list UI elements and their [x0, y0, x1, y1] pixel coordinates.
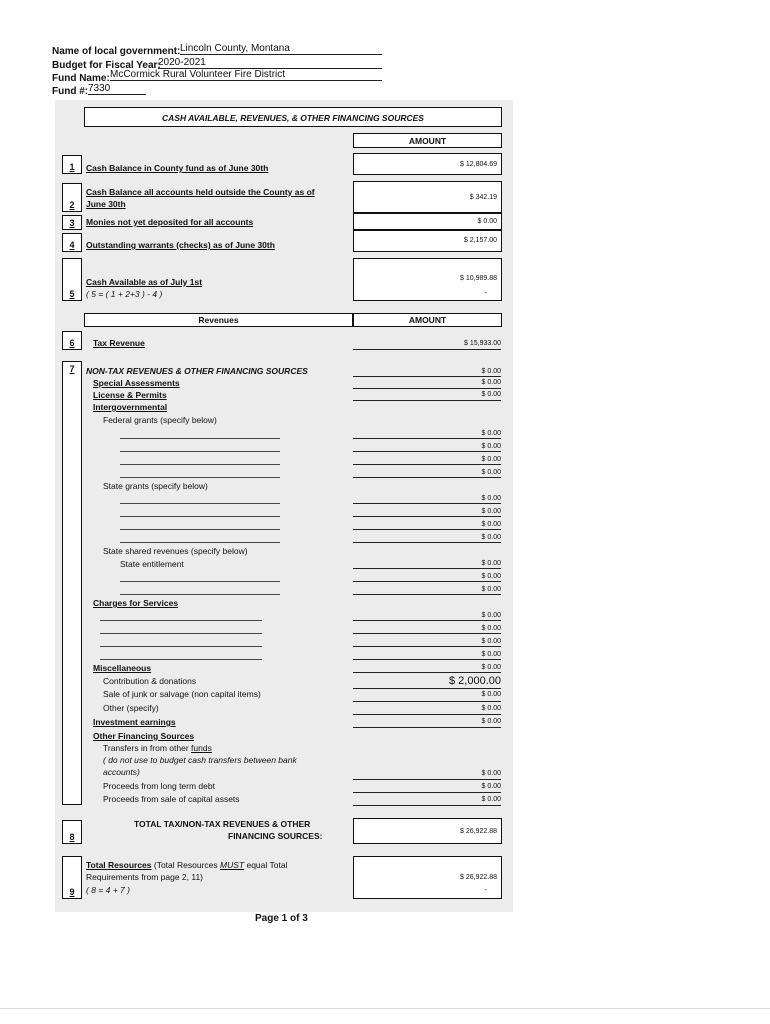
sale-junk-amount: $ 0.00 — [481, 691, 501, 698]
amount-line — [353, 503, 501, 504]
shared-amount: $ 0.00 — [481, 560, 501, 567]
monies-not-deposited-label: Monies not yet deposited for all accounts — [86, 217, 254, 227]
transfers-note-a: ( do not use to budget cash transfers between bank — [103, 755, 297, 765]
monies-not-deposited-amount: $ 0.00 — [477, 218, 497, 225]
charges-amount: $ 0.00 — [481, 612, 501, 619]
total-resources-amount: $ 26,922.88 — [460, 874, 497, 881]
amount-line — [353, 594, 501, 595]
page-number: Page 1 of 3 — [255, 913, 308, 924]
amount-line — [353, 805, 501, 806]
fiscal-year-label: Budget for Fiscal Year: — [52, 60, 161, 71]
amount-line — [353, 620, 501, 621]
contribution-amount: $ 2,000.00 — [449, 675, 501, 687]
amount-line — [353, 659, 501, 660]
total-resources-amount-box — [353, 856, 502, 899]
row-number-5: 5 — [62, 258, 82, 301]
cash-balance-county-amount: $ 12,804.69 — [460, 161, 497, 168]
amount-line — [353, 568, 501, 569]
federal-grants-label: Federal grants (specify below) — [103, 415, 217, 425]
license-permits-label: License & Permits — [93, 390, 167, 400]
cash-balance-outside-label-b: June 30th — [86, 199, 126, 209]
amount-line — [353, 451, 501, 452]
amount-header-box — [353, 133, 502, 148]
total-resources-label: Total Resources (Total Resources MUST equal Total — [86, 860, 288, 870]
amount-box-1 — [353, 153, 502, 175]
row-number-4: 4 — [62, 233, 82, 252]
total-amount-box — [353, 818, 502, 844]
intergovernmental-amount: $ 0.00 — [481, 391, 501, 398]
federal-amount: $ 0.00 — [481, 469, 501, 476]
amount-box-4 — [353, 230, 502, 252]
tax-revenue-amount: $ 15,933.00 — [464, 340, 501, 347]
state-amount: $ 0.00 — [481, 534, 501, 541]
blank-line — [100, 646, 262, 647]
amount-header: AMOUNT — [408, 136, 447, 146]
blank-line — [120, 438, 280, 439]
blank-line — [100, 620, 262, 621]
outstanding-warrants-label: Outstanding warrants (checks) as of June 30th — [86, 240, 275, 250]
amount-line — [353, 701, 501, 702]
local-government-value: Lincoln County, Montana — [180, 43, 382, 55]
amount-line — [353, 646, 501, 647]
long-term-debt-label: Proceeds from long term debt — [103, 781, 215, 791]
cash-balance-county-label: Cash Balance in County fund as of June 30th — [86, 163, 269, 173]
charges-amount: $ 0.00 — [481, 638, 501, 645]
charges-for-services-label: Charges for Services — [93, 598, 179, 608]
row-number-7: 7 — [62, 361, 82, 805]
transfers-label: Transfers in from other funds — [103, 743, 212, 753]
state-shared-label: State shared revenues (specify below) — [103, 546, 248, 556]
blank-line — [120, 581, 280, 582]
non-tax-revenues-label: NON-TAX REVENUES & OTHER FINANCING SOURCES — [86, 366, 308, 376]
blank-line — [120, 451, 280, 452]
row-number-1: 1 — [62, 155, 82, 174]
amount-line — [353, 792, 501, 793]
amount-line — [353, 516, 501, 517]
cash-available-dash: - — [484, 290, 487, 297]
blank-line — [120, 594, 280, 595]
revenues-header-box — [84, 313, 353, 327]
shared-amount: $ 0.00 — [481, 573, 501, 580]
shared-amount: $ 0.00 — [481, 586, 501, 593]
amount-line — [353, 688, 501, 689]
amount-line — [353, 779, 501, 780]
license-permits-amount: $ 0.00 — [481, 379, 501, 386]
other-financing-label: Other Financing Sources — [93, 731, 195, 741]
revenues-header: Revenues — [198, 315, 239, 325]
cash-available-formula: ( 5 = ( 1 + 2+3 ) - 4 ) — [86, 289, 163, 299]
row-number-8: 8 — [62, 820, 82, 844]
cash-available-amount: $ 10,989.88 — [460, 275, 497, 282]
revenues-amount-header: AMOUNT — [408, 315, 447, 325]
total-label-b: FINANCING SOURCES: — [228, 831, 323, 841]
federal-amount: $ 0.00 — [481, 430, 501, 437]
blank-line — [120, 542, 280, 543]
outstanding-warrants-amount: $ 2,157.00 — [463, 237, 497, 244]
miscellaneous-label: Miscellaneous — [93, 663, 152, 673]
investment-earnings-label: Investment earnings — [93, 717, 176, 727]
total-resources-formula: ( 8 = 4 + 7 ) — [86, 885, 130, 895]
fund-number-label: Fund #: — [52, 86, 89, 97]
revenues-amount-header-box — [353, 313, 502, 327]
contribution-label: Contribution & donations — [103, 676, 197, 686]
local-government-label: Name of local government: — [52, 46, 181, 57]
blank-line — [120, 464, 280, 465]
cash-balance-outside-amount: $ 342.19 — [469, 194, 497, 201]
capital-assets-amount: $ 0.00 — [481, 796, 501, 803]
amount-line — [353, 529, 501, 530]
row-number-6: 6 — [62, 331, 82, 350]
amount-line — [353, 581, 501, 582]
total-amount: $ 26,922.88 — [460, 828, 497, 835]
blank-line — [120, 529, 280, 530]
total-label-a: TOTAL TAX/NON-TAX REVENUES & OTHER — [134, 819, 311, 829]
cash-balance-outside-label-a: Cash Balance all accounts held outside the County as of — [86, 187, 315, 197]
long-term-debt-amount: $ 0.00 — [481, 783, 501, 790]
fund-number-value: 7330 — [88, 83, 146, 95]
state-amount: $ 0.00 — [481, 495, 501, 502]
charges-amount: $ 0.00 — [481, 625, 501, 632]
amount-box-3 — [353, 213, 502, 230]
fund-name-label: Fund Name: — [52, 73, 110, 84]
blank-line — [120, 477, 280, 478]
miscellaneous-amount: $ 0.00 — [481, 664, 501, 671]
intergovernmental-label: Intergovernmental — [93, 402, 168, 412]
charges-amount: $ 0.00 — [481, 651, 501, 658]
row-number-2: 2 — [62, 183, 82, 212]
row-number-3: 3 — [62, 215, 82, 230]
state-grants-label: State grants (specify below) — [103, 481, 208, 491]
scan-edge — [0, 1008, 770, 1009]
capital-assets-label: Proceeds from sale of capital assets — [103, 794, 240, 804]
blank-line — [120, 503, 280, 504]
blank-line — [100, 633, 262, 634]
tax-revenue-line — [353, 349, 501, 350]
amount-line — [353, 400, 501, 401]
other-specify-amount: $ 0.00 — [481, 705, 501, 712]
transfers-note-b: accounts) — [103, 767, 140, 777]
total-resources-dash: - — [484, 887, 487, 894]
section-title-box — [84, 107, 502, 127]
other-specify-label: Other (specify) — [103, 703, 159, 713]
state-amount: $ 0.00 — [481, 508, 501, 515]
transfers-amount: $ 0.00 — [481, 770, 501, 777]
state-amount: $ 0.00 — [481, 521, 501, 528]
special-assessments-label: Special Assessments — [93, 378, 180, 388]
amount-line — [353, 714, 501, 715]
federal-amount: $ 0.00 — [481, 443, 501, 450]
amount-line — [353, 542, 501, 543]
investment-earnings-amount: $ 0.00 — [481, 718, 501, 725]
sale-junk-label: Sale of junk or salvage (non capital items) — [103, 689, 261, 699]
fiscal-year-value: 2020-2021 — [158, 57, 382, 69]
cash-available-label: Cash Available as of July 1st — [86, 277, 203, 287]
amount-line — [353, 633, 501, 634]
blank-line — [120, 516, 280, 517]
total-resources-note: Requirements from page 2, 11) — [86, 872, 204, 882]
federal-amount: $ 0.00 — [481, 456, 501, 463]
tax-revenue-label: Tax Revenue — [93, 338, 145, 348]
row-number-9: 9 — [62, 856, 82, 899]
amount-line — [353, 376, 501, 377]
amount-line — [353, 438, 501, 439]
section-title: CASH AVAILABLE, REVENUES, & OTHER FINANCING SOURCES — [162, 113, 424, 123]
blank-line — [100, 659, 262, 660]
amount-line — [353, 464, 501, 465]
amount-line — [353, 672, 501, 673]
special-assessments-amount: $ 0.00 — [481, 368, 501, 375]
amount-box-5 — [353, 258, 502, 301]
state-entitlement-label: State entitlement — [120, 559, 184, 569]
amount-box-2 — [353, 181, 502, 213]
amount-line — [353, 388, 501, 389]
amount-line — [353, 477, 501, 478]
amount-line — [353, 727, 501, 728]
fund-name-value: McCormick Rural Volunteer Fire District — [110, 69, 382, 81]
